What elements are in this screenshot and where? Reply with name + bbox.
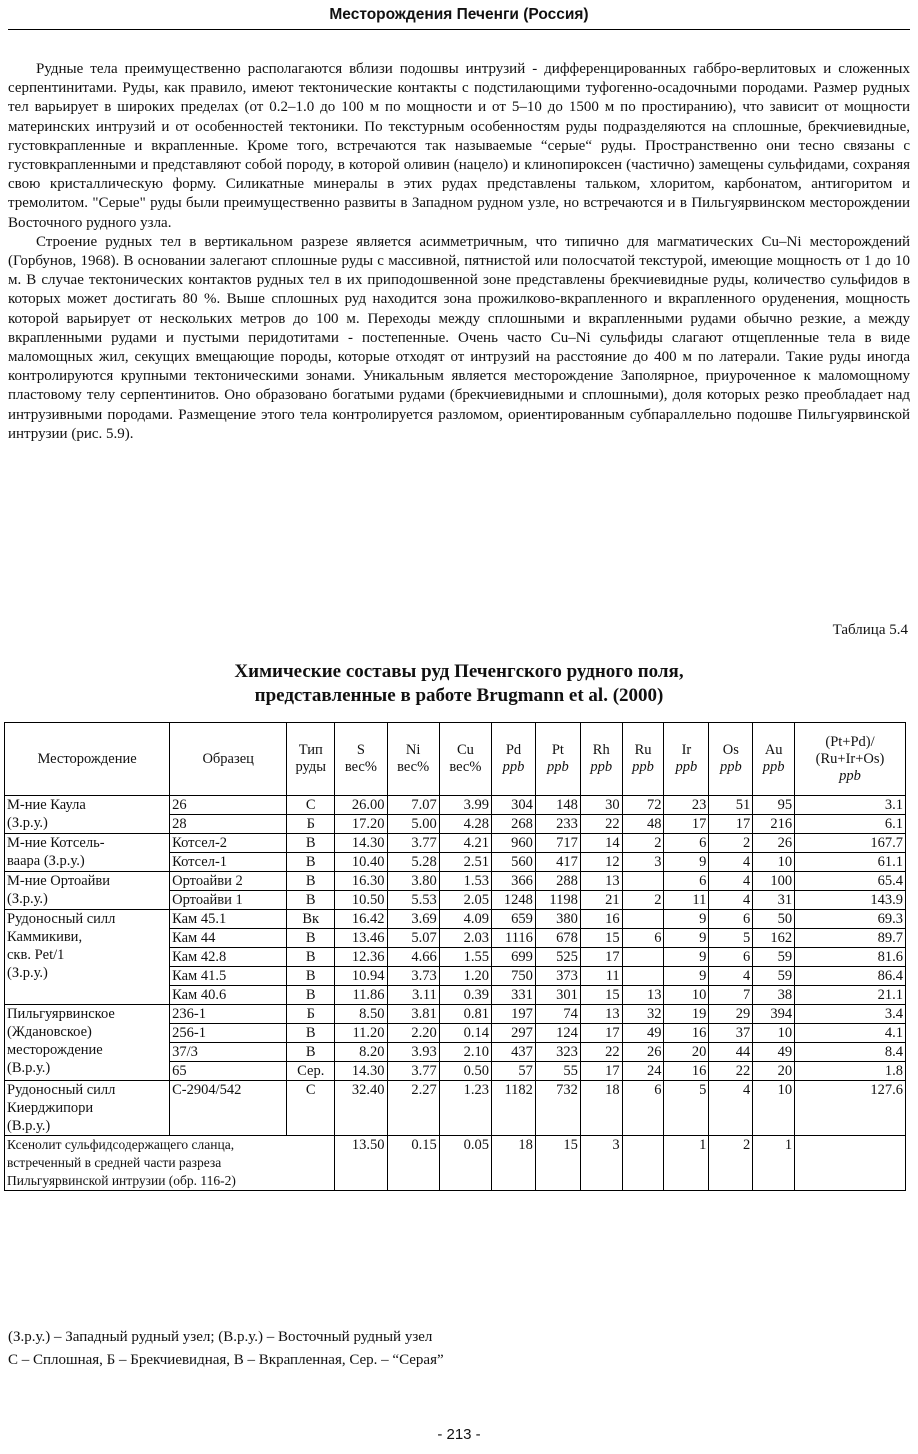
value-cell: 0.81 [439,1005,491,1024]
sample-cell: 37/3 [170,1043,287,1062]
value-cell [622,967,664,986]
page-number: - 213 - [437,1426,481,1443]
deposit-line: Каммикиви, [7,929,83,945]
value-cell: 3.77 [387,1062,439,1081]
value-cell: В [287,967,335,986]
value-cell: 38 [753,986,795,1005]
value-cell: 3.69 [387,910,439,929]
value-cell: 1 [664,1136,709,1191]
value-cell: 3 [622,853,664,872]
sample-cell: 65 [170,1062,287,1081]
value-cell: 16 [664,1062,709,1081]
deposit-line: (Ждановское) [7,1024,92,1040]
value-cell [622,948,664,967]
header-sample: Образец [170,723,287,796]
header-ni: Ni вес% [387,723,439,796]
sample-cell: Кам 42.8 [170,948,287,967]
value-cell: В [287,929,335,948]
value-cell: 6 [664,872,709,891]
value-cell: 148 [535,796,580,815]
value-cell: 1182 [492,1081,536,1136]
value-cell: 4 [709,1081,753,1136]
header-ratio: (Pt+Pd)/ (Ru+Ir+Os) ppb [795,723,906,796]
value-cell: 6 [622,929,664,948]
value-cell: 4 [709,872,753,891]
value-cell: 717 [535,834,580,853]
value-cell: 417 [535,853,580,872]
value-cell: Б [287,1005,335,1024]
value-cell: 2.51 [439,853,491,872]
value-cell: 44 [709,1043,753,1062]
table-label: Таблица 5.4 [832,622,908,638]
header-deposit: Месторождение [5,723,170,796]
table-row [5,1081,906,1136]
value-cell: 55 [535,1062,580,1081]
table-body [5,723,906,1191]
value-cell: 301 [535,986,580,1005]
value-cell: 89.7 [795,929,906,948]
note-line: С – Сплошная, Б – Брекчиевидная, В – Вкрапленная, Сер. – “Серая” [8,1352,444,1368]
value-cell: 1248 [492,891,536,910]
value-cell: С [287,1081,335,1136]
deposit-line: (З.р.у.) [7,891,48,907]
value-cell: 15 [535,1136,580,1191]
deposit-line: скв. Pet/1 [7,947,65,963]
value-cell: 21 [580,891,622,910]
deposit-cell [5,834,170,872]
value-cell: 15 [580,986,622,1005]
value-cell: 49 [753,1043,795,1062]
value-cell: С [287,796,335,815]
value-cell: 127.6 [795,1081,906,1136]
value-cell: 3.93 [387,1043,439,1062]
value-cell: 4 [709,967,753,986]
value-cell: 659 [492,910,536,929]
value-cell: 8.50 [335,1005,387,1024]
value-cell: 3 [580,1136,622,1191]
value-cell: 4 [709,891,753,910]
value-cell: 5.07 [387,929,439,948]
value-cell: В [287,1024,335,1043]
value-cell: 4.66 [387,948,439,967]
value-cell: В [287,853,335,872]
value-cell: 6.1 [795,815,906,834]
value-cell: 22 [709,1062,753,1081]
header-pd: Pd ppb [492,723,536,796]
value-cell: 29 [709,1005,753,1024]
header-au: Au ppb [753,723,795,796]
table-title-line: представленные в работе Brugmann et al. (2000) [254,685,664,706]
value-cell: 86.4 [795,967,906,986]
value-cell: 59 [753,948,795,967]
value-cell: 100 [753,872,795,891]
value-cell: 69.3 [795,910,906,929]
value-cell: 3.1 [795,796,906,815]
value-cell: 13 [580,1005,622,1024]
deposit-line: (З.р.у.) [7,965,48,981]
value-cell: 15 [580,929,622,948]
value-cell: 1.53 [439,872,491,891]
value-cell: 72 [622,796,664,815]
value-cell: 2.27 [387,1081,439,1136]
value-cell: Вк [287,910,335,929]
paragraph: Строение рудных тел в вертикальном разрезе является асимметричным, что типично для магматических Cu–Ni месторождений (Горбунов, 1968). В основании залегают сплошные руды с массивной, пятнистой или полосчатой текстурой, имеющие мощность от 1 до 10 м. В случае тектонических контактов рудных тел в их приподошвенной зоне представлены брекчиевидные руды, количество сульфидов в которых может достигать 80 %. Выше сплошных руд находится зона прожилково-вкрапленного и вкрапленного оруденения, мощность которой варьирует от нескольких метров до 100 м. Переходы между сплошными и вкрапленными рудами обычно резкие, а между вкрапленными рудами и пустыми перидотитами - постепенные. Очень часто Cu–Ni сульфиды слагают отщепленные тела в виде маломощных жил, секущих вмещающие породы, которые отходят от интрузий на расстояние до 400 м по латерали. Такие руды иногда контролируются крупными тектоническими зонами. Уникальным является месторождение Заполярное, приуроченное к маломощному пластовому телу серпентинитов. Оно образовано богатыми рудами (брекчиевидными и сплошными), доля которых резко преобладает над интрузивными породами. Размещение этого тела контролируется разломом, ориентированным субпараллельно подошве Пильгуярвинской интрузии (рис. 5.9). [8,233,910,442]
value-cell: 23 [664,796,709,815]
value-cell: 10 [753,1024,795,1043]
deposit-line: месторождение [7,1042,103,1058]
value-cell: 32 [622,1005,664,1024]
value-cell: 10 [664,986,709,1005]
value-cell: 17 [580,1062,622,1081]
xenolith-label-line: Пильгуярвинской интрузии (обр. 116-2) [7,1173,236,1188]
value-cell: 732 [535,1081,580,1136]
value-cell: 0.05 [439,1136,491,1191]
deposit-line: Рудоносный силл [7,1082,116,1098]
table-row [5,796,906,815]
value-cell: 2.05 [439,891,491,910]
table-notes [8,1326,444,1372]
value-cell: 12.36 [335,948,387,967]
value-cell: 24 [622,1062,664,1081]
header-type: Тип руды [287,723,335,796]
value-cell: 394 [753,1005,795,1024]
value-cell: 48 [622,815,664,834]
sample-cell: Ортоайви 1 [170,891,287,910]
sample-cell: Кам 44 [170,929,287,948]
value-cell: 304 [492,796,536,815]
value-cell: 10.94 [335,967,387,986]
value-cell: 57 [492,1062,536,1081]
value-cell: 11.86 [335,986,387,1005]
value-cell: 6 [709,910,753,929]
value-cell: 16.42 [335,910,387,929]
value-cell: 0.15 [387,1136,439,1191]
deposit-cell [5,796,170,834]
value-cell: 323 [535,1043,580,1062]
value-cell: 17 [664,815,709,834]
value-cell: 437 [492,1043,536,1062]
sample-cell: Ортоайви 2 [170,872,287,891]
value-cell: 9 [664,853,709,872]
value-cell: 5 [664,1081,709,1136]
xenolith-row [5,1136,906,1191]
value-cell: 74 [535,1005,580,1024]
header-os: Os ppb [709,723,753,796]
value-cell: 1198 [535,891,580,910]
value-cell: 380 [535,910,580,929]
value-cell: 10 [753,853,795,872]
value-cell: 11 [580,967,622,986]
sample-cell: Кам 41.5 [170,967,287,986]
table-row [5,1005,906,1024]
value-cell: 65.4 [795,872,906,891]
value-cell: 11 [664,891,709,910]
value-cell: 1.8 [795,1062,906,1081]
value-cell: 162 [753,929,795,948]
value-cell: В [287,986,335,1005]
value-cell: 10.50 [335,891,387,910]
value-cell: 10 [753,1081,795,1136]
value-cell: В [287,1043,335,1062]
header-cu: Cu вес% [439,723,491,796]
value-cell: 2.20 [387,1024,439,1043]
value-cell: 1.55 [439,948,491,967]
sample-cell: Кам 40.6 [170,986,287,1005]
deposit-line: ваара (З.р.у.) [7,853,85,869]
value-cell: 750 [492,967,536,986]
value-cell: 16 [580,910,622,929]
deposit-cell [5,1005,170,1081]
value-cell: 17 [580,948,622,967]
value-cell: 4.28 [439,815,491,834]
value-cell: 31 [753,891,795,910]
header-pt: Pt ppb [535,723,580,796]
value-cell: 59 [753,967,795,986]
xenolith-label-line: Ксенолит сульфидсодержащего сланца, [7,1137,235,1152]
value-cell: 0.39 [439,986,491,1005]
value-cell: В [287,834,335,853]
deposit-line: М-ние Котсель- [7,835,105,851]
value-cell: 49 [622,1024,664,1043]
value-cell: 9 [664,967,709,986]
value-cell: 197 [492,1005,536,1024]
value-cell: 20 [753,1062,795,1081]
deposit-cell [5,910,170,1005]
value-cell: 2.03 [439,929,491,948]
value-cell: 2 [709,1136,753,1191]
value-cell: 5.53 [387,891,439,910]
value-cell: 3.4 [795,1005,906,1024]
value-cell: 1.20 [439,967,491,986]
value-cell: 7 [709,986,753,1005]
value-cell: 143.9 [795,891,906,910]
value-cell: 1.23 [439,1081,491,1136]
value-cell: 297 [492,1024,536,1043]
value-cell: 6 [664,834,709,853]
sample-cell: 28 [170,815,287,834]
table-title-line: Химические составы руд Печенгского рудного поля, [234,661,684,682]
value-cell: 3.11 [387,986,439,1005]
value-cell [622,910,664,929]
value-cell: 288 [535,872,580,891]
note-line: (З.р.у.) – Западный рудный узел; (В.р.у.) – Восточный рудный узел [8,1329,433,1345]
value-cell: 8.20 [335,1043,387,1062]
value-cell: 2 [622,891,664,910]
value-cell: 525 [535,948,580,967]
paragraph: Рудные тела преимущественно располагаются вблизи подошвы интрузий - дифференцированных габбро-верлитовых и сложенных серпентинитами. Руды, как правило, имеют тектонические контакты с подстилающими туфогенно-осадочными породами. Размер рудных тел варьирует в широких пределах (от 0.2–1.0 до 100 м по мощности и от 5–10 до 1500 м по простиранию), что зависит от мощности материнских интрузий и от особенностей тектоники. По текстурным особенностям руды подразделяются на сплошные, брекчиевидные, густовкрапленные и вкрапленные. Кроме того, встречаются так называемые “серые“ руды. Пространственно они тесно связаны с густовкрапленными и представляют собой породу, в которой оливин (нацело) и клинопироксен (частично) замещены сульфидами, сохраняя свою кристаллическую форму. Силикатные минералы в этих рудах представлены тальком, хлоритом, карбонатом, антигоритом и тремолитом. "Серые" руды были преимущественно развиты в Западном рудном узле, но встречаются и в Пильгуярвинском месторождении Восточного рудного узла. [8,61,910,231]
header-ir: Ir ppb [664,723,709,796]
value-cell: 1 [753,1136,795,1191]
deposit-line: Рудоносный силл [7,911,116,927]
value-cell: 26 [753,834,795,853]
value-cell: 20 [664,1043,709,1062]
value-cell: 16.30 [335,872,387,891]
value-cell: 373 [535,967,580,986]
value-cell: 3.73 [387,967,439,986]
value-cell: 4.1 [795,1024,906,1043]
sample-cell: 256-1 [170,1024,287,1043]
value-cell: 3.99 [439,796,491,815]
header-ru: Ru ppb [622,723,664,796]
value-cell: 4.09 [439,910,491,929]
value-cell: 21.1 [795,986,906,1005]
value-cell: 5 [709,929,753,948]
value-cell: 22 [580,1043,622,1062]
value-cell: 13 [622,986,664,1005]
value-cell: 51 [709,796,753,815]
value-cell: 61.1 [795,853,906,872]
table-row [5,872,906,891]
value-cell: 960 [492,834,536,853]
value-cell: 17 [580,1024,622,1043]
value-cell: 10.40 [335,853,387,872]
value-cell: 26 [622,1043,664,1062]
value-cell: 9 [664,948,709,967]
value-cell: 37 [709,1024,753,1043]
value-cell: 14 [580,834,622,853]
sample-cell: 236-1 [170,1005,287,1024]
value-cell: 17.20 [335,815,387,834]
value-cell: 5.28 [387,853,439,872]
data-table [4,722,906,1191]
table-title [0,660,918,708]
value-cell: 4 [709,853,753,872]
value-cell: 18 [580,1081,622,1136]
value-cell: Б [287,815,335,834]
deposit-line: М-ние Каула [7,797,86,813]
value-cell: 18 [492,1136,536,1191]
value-cell: 4.21 [439,834,491,853]
value-cell: 560 [492,853,536,872]
value-cell [622,1136,664,1191]
deposit-cell [5,872,170,910]
sample-cell: Котсел-2 [170,834,287,853]
body-text [8,60,910,444]
value-cell: 14.30 [335,1062,387,1081]
value-cell [795,1136,906,1191]
value-cell: В [287,872,335,891]
value-cell: 8.4 [795,1043,906,1062]
value-cell: 30 [580,796,622,815]
value-cell: 13 [580,872,622,891]
value-cell: 12 [580,853,622,872]
value-cell: 2.10 [439,1043,491,1062]
value-cell: 233 [535,815,580,834]
header-s: S вес% [335,723,387,796]
value-cell: 167.7 [795,834,906,853]
value-cell: 14.30 [335,834,387,853]
value-cell: 50 [753,910,795,929]
table-header-row [5,723,906,796]
header-rh: Rh ppb [580,723,622,796]
deposit-line: (В.р.у.) [7,1060,51,1076]
value-cell: 7.07 [387,796,439,815]
value-cell: 16 [664,1024,709,1043]
value-cell: 366 [492,872,536,891]
value-cell: Сер. [287,1062,335,1081]
value-cell: 11.20 [335,1024,387,1043]
value-cell: 95 [753,796,795,815]
value-cell: 1116 [492,929,536,948]
running-head: Месторождения Печенги (Россия) [8,6,910,30]
xenolith-label [5,1136,335,1191]
value-cell: 5.00 [387,815,439,834]
value-cell [622,872,664,891]
value-cell: 3.81 [387,1005,439,1024]
value-cell: 26.00 [335,796,387,815]
deposit-line: М-ние Ортоайви [7,873,111,889]
value-cell: 9 [664,910,709,929]
deposit-line: (В.р.у.) [7,1118,51,1134]
sample-cell: С-2904/542 [170,1081,287,1136]
value-cell: 6 [709,948,753,967]
value-cell: 22 [580,815,622,834]
value-cell: 216 [753,815,795,834]
value-cell: 268 [492,815,536,834]
value-cell: 2 [709,834,753,853]
sample-cell: Кам 45.1 [170,910,287,929]
value-cell: 3.80 [387,872,439,891]
deposit-cell [5,1081,170,1136]
deposit-line: (З.р.у.) [7,815,48,831]
value-cell: 9 [664,929,709,948]
value-cell: 2 [622,834,664,853]
value-cell: 124 [535,1024,580,1043]
value-cell: 13.50 [335,1136,387,1191]
value-cell: 0.14 [439,1024,491,1043]
value-cell: 17 [709,815,753,834]
value-cell: 6 [622,1081,664,1136]
deposit-line: Киерджипори [7,1100,94,1116]
value-cell: 81.6 [795,948,906,967]
table-row [5,834,906,853]
value-cell: В [287,948,335,967]
value-cell: 699 [492,948,536,967]
value-cell: 331 [492,986,536,1005]
value-cell: 19 [664,1005,709,1024]
value-cell: 32.40 [335,1081,387,1136]
deposit-line: Пильгуярвинское [7,1006,115,1022]
value-cell: 678 [535,929,580,948]
value-cell: 13.46 [335,929,387,948]
table-row [5,910,906,929]
value-cell: В [287,891,335,910]
sample-cell: 26 [170,796,287,815]
xenolith-label-line: встреченный в средней части разреза [7,1155,222,1170]
value-cell: 0.50 [439,1062,491,1081]
sample-cell: Котсел-1 [170,853,287,872]
value-cell: 3.77 [387,834,439,853]
